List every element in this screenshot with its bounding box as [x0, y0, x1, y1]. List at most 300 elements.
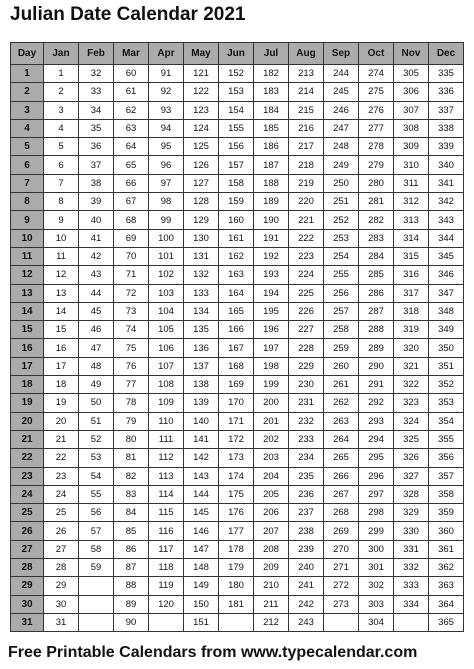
julian-date-cell: 309	[394, 138, 429, 156]
julian-date-cell: 54	[79, 467, 114, 485]
julian-date-cell: 348	[429, 302, 464, 320]
table-row	[11, 577, 464, 595]
julian-date-cell: 24	[44, 485, 79, 503]
julian-date-cell: 52	[79, 430, 114, 448]
julian-date-cell: 361	[429, 540, 464, 558]
julian-date-cell: 330	[394, 522, 429, 540]
julian-date-cell: 358	[429, 485, 464, 503]
julian-date-cell: 288	[359, 321, 394, 339]
julian-date-cell: 318	[394, 302, 429, 320]
column-header-oct: Oct	[359, 43, 394, 65]
julian-date-cell: 345	[429, 247, 464, 265]
julian-date-cell: 30	[44, 595, 79, 613]
julian-date-cell: 20	[44, 412, 79, 430]
julian-date-cell: 156	[219, 138, 254, 156]
julian-date-cell: 226	[289, 302, 324, 320]
julian-date-cell: 363	[429, 577, 464, 595]
julian-date-cell: 1	[44, 65, 79, 83]
table-body	[11, 65, 464, 632]
julian-date-cell: 311	[394, 174, 429, 192]
julian-date-cell: 36	[79, 138, 114, 156]
table-row	[11, 504, 464, 522]
julian-date-cell: 188	[254, 174, 289, 192]
julian-date-cell: 172	[219, 430, 254, 448]
julian-date-cell: 85	[114, 522, 149, 540]
julian-date-cell: 43	[79, 266, 114, 284]
julian-date-cell: 133	[184, 284, 219, 302]
table-row	[11, 412, 464, 430]
julian-date-cell: 162	[219, 247, 254, 265]
julian-date-table	[10, 42, 464, 632]
julian-date-cell: 114	[149, 485, 184, 503]
julian-date-cell: 61	[114, 83, 149, 101]
day-number-cell: 12	[11, 266, 44, 284]
julian-date-cell: 192	[254, 247, 289, 265]
julian-date-cell: 349	[429, 321, 464, 339]
julian-date-cell: 281	[359, 193, 394, 211]
julian-date-cell: 280	[359, 174, 394, 192]
julian-date-cell: 334	[394, 595, 429, 613]
julian-date-cell: 94	[149, 119, 184, 137]
julian-date-cell: 19	[44, 394, 79, 412]
julian-date-cell: 180	[219, 577, 254, 595]
julian-date-cell: 256	[324, 284, 359, 302]
julian-date-cell: 138	[184, 376, 219, 394]
julian-date-cell	[394, 613, 429, 631]
julian-date-cell: 142	[184, 449, 219, 467]
julian-date-cell: 275	[359, 83, 394, 101]
column-header-aug: Aug	[289, 43, 324, 65]
julian-date-cell: 299	[359, 522, 394, 540]
julian-date-cell: 259	[324, 339, 359, 357]
julian-date-cell: 33	[79, 83, 114, 101]
table-row	[11, 174, 464, 192]
julian-date-cell: 236	[289, 485, 324, 503]
julian-date-cell: 178	[219, 540, 254, 558]
julian-date-cell: 198	[254, 357, 289, 375]
julian-date-cell: 234	[289, 449, 324, 467]
julian-date-cell: 341	[429, 174, 464, 192]
table-row	[11, 266, 464, 284]
julian-date-cell: 289	[359, 339, 394, 357]
julian-date-cell: 235	[289, 467, 324, 485]
julian-date-cell: 126	[184, 156, 219, 174]
julian-date-cell: 7	[44, 174, 79, 192]
day-number-cell: 1	[11, 65, 44, 83]
julian-date-cell: 118	[149, 559, 184, 577]
julian-date-cell: 359	[429, 504, 464, 522]
julian-date-cell: 232	[289, 412, 324, 430]
julian-date-cell: 130	[184, 229, 219, 247]
julian-date-cell: 227	[289, 321, 324, 339]
julian-date-cell: 137	[184, 357, 219, 375]
julian-date-cell: 314	[394, 229, 429, 247]
table-row	[11, 522, 464, 540]
footer-credit: Free Printable Calendars from www.typecalendar.com	[8, 644, 418, 661]
julian-date-cell: 166	[219, 321, 254, 339]
julian-date-cell: 82	[114, 467, 149, 485]
julian-date-cell: 38	[79, 174, 114, 192]
julian-date-cell: 214	[289, 83, 324, 101]
julian-date-cell: 337	[429, 101, 464, 119]
julian-date-cell: 70	[114, 247, 149, 265]
julian-date-cell: 127	[184, 174, 219, 192]
julian-date-cell: 347	[429, 284, 464, 302]
julian-date-cell: 99	[149, 211, 184, 229]
julian-date-cell: 65	[114, 156, 149, 174]
julian-date-cell: 212	[254, 613, 289, 631]
julian-date-cell: 255	[324, 266, 359, 284]
julian-date-cell: 88	[114, 577, 149, 595]
day-number-cell: 30	[11, 595, 44, 613]
table-row	[11, 83, 464, 101]
julian-date-cell: 139	[184, 394, 219, 412]
julian-date-cell: 279	[359, 156, 394, 174]
julian-date-cell: 90	[114, 613, 149, 631]
julian-date-cell: 23	[44, 467, 79, 485]
table-row	[11, 394, 464, 412]
julian-date-cell: 141	[184, 430, 219, 448]
julian-date-cell: 167	[219, 339, 254, 357]
julian-date-cell: 336	[429, 83, 464, 101]
julian-date-cell: 276	[359, 101, 394, 119]
table-row	[11, 247, 464, 265]
julian-date-cell: 27	[44, 540, 79, 558]
julian-date-cell	[219, 613, 254, 631]
julian-date-cell: 120	[149, 595, 184, 613]
julian-date-cell: 291	[359, 376, 394, 394]
julian-date-cell: 89	[114, 595, 149, 613]
julian-date-cell: 249	[324, 156, 359, 174]
day-number-cell: 26	[11, 522, 44, 540]
julian-date-cell: 248	[324, 138, 359, 156]
julian-date-cell: 57	[79, 522, 114, 540]
julian-date-cell: 74	[114, 321, 149, 339]
julian-date-cell: 153	[219, 83, 254, 101]
julian-date-cell: 211	[254, 595, 289, 613]
julian-date-cell: 128	[184, 193, 219, 211]
julian-date-cell: 207	[254, 522, 289, 540]
julian-date-cell: 323	[394, 394, 429, 412]
julian-date-cell: 303	[359, 595, 394, 613]
julian-date-cell: 354	[429, 412, 464, 430]
julian-date-cell: 278	[359, 138, 394, 156]
julian-date-cell: 12	[44, 266, 79, 284]
julian-date-cell: 60	[114, 65, 149, 83]
julian-date-cell: 305	[394, 65, 429, 83]
julian-date-cell: 210	[254, 577, 289, 595]
day-number-cell: 3	[11, 101, 44, 119]
julian-date-cell: 277	[359, 119, 394, 137]
day-number-cell: 7	[11, 174, 44, 192]
julian-date-cell: 75	[114, 339, 149, 357]
header-row	[11, 43, 464, 65]
julian-date-cell: 225	[289, 284, 324, 302]
julian-date-cell: 49	[79, 376, 114, 394]
julian-date-cell: 327	[394, 467, 429, 485]
julian-date-cell: 59	[79, 559, 114, 577]
julian-date-cell: 104	[149, 302, 184, 320]
table-row	[11, 138, 464, 156]
julian-date-cell: 51	[79, 412, 114, 430]
julian-date-cell: 338	[429, 119, 464, 137]
julian-date-cell: 329	[394, 504, 429, 522]
julian-date-cell	[149, 613, 184, 631]
julian-date-cell: 197	[254, 339, 289, 357]
julian-date-cell: 193	[254, 266, 289, 284]
julian-date-cell: 13	[44, 284, 79, 302]
julian-date-cell: 224	[289, 266, 324, 284]
julian-date-cell: 119	[149, 577, 184, 595]
julian-date-cell: 169	[219, 376, 254, 394]
julian-date-cell: 189	[254, 193, 289, 211]
julian-date-cell: 292	[359, 394, 394, 412]
table-row	[11, 339, 464, 357]
julian-date-cell: 187	[254, 156, 289, 174]
julian-date-cell: 165	[219, 302, 254, 320]
julian-date-cell: 112	[149, 449, 184, 467]
julian-date-cell: 95	[149, 138, 184, 156]
julian-date-cell: 195	[254, 302, 289, 320]
julian-date-cell: 355	[429, 430, 464, 448]
julian-date-cell: 28	[44, 559, 79, 577]
julian-date-cell: 284	[359, 247, 394, 265]
table-row	[11, 357, 464, 375]
julian-date-cell: 253	[324, 229, 359, 247]
julian-date-cell: 9	[44, 211, 79, 229]
table-row	[11, 193, 464, 211]
julian-date-cell: 353	[429, 394, 464, 412]
julian-date-cell: 290	[359, 357, 394, 375]
julian-date-cell: 15	[44, 321, 79, 339]
julian-date-cell: 229	[289, 357, 324, 375]
julian-date-cell: 244	[324, 65, 359, 83]
julian-date-cell: 8	[44, 193, 79, 211]
julian-date-cell: 285	[359, 266, 394, 284]
table-row	[11, 449, 464, 467]
julian-date-cell: 37	[79, 156, 114, 174]
julian-date-cell: 145	[184, 504, 219, 522]
julian-date-cell: 182	[254, 65, 289, 83]
julian-date-cell: 155	[219, 119, 254, 137]
julian-date-cell: 320	[394, 339, 429, 357]
julian-date-cell: 332	[394, 559, 429, 577]
julian-date-cell: 228	[289, 339, 324, 357]
julian-date-cell: 208	[254, 540, 289, 558]
table-row	[11, 65, 464, 83]
day-number-cell: 10	[11, 229, 44, 247]
julian-date-cell: 144	[184, 485, 219, 503]
julian-date-cell: 339	[429, 138, 464, 156]
julian-date-cell: 143	[184, 467, 219, 485]
day-number-cell: 8	[11, 193, 44, 211]
julian-date-cell: 163	[219, 266, 254, 284]
julian-date-cell: 230	[289, 376, 324, 394]
julian-date-cell: 176	[219, 504, 254, 522]
julian-date-cell: 257	[324, 302, 359, 320]
table-row	[11, 101, 464, 119]
julian-date-cell: 282	[359, 211, 394, 229]
julian-date-cell: 264	[324, 430, 359, 448]
day-number-cell: 21	[11, 430, 44, 448]
julian-date-cell: 316	[394, 266, 429, 284]
julian-date-cell: 252	[324, 211, 359, 229]
day-number-cell: 14	[11, 302, 44, 320]
julian-date-cell: 105	[149, 321, 184, 339]
julian-date-cell: 183	[254, 83, 289, 101]
table-row	[11, 376, 464, 394]
julian-date-cell: 223	[289, 247, 324, 265]
julian-date-cell: 313	[394, 211, 429, 229]
julian-date-cell: 5	[44, 138, 79, 156]
julian-date-cell: 14	[44, 302, 79, 320]
julian-date-cell: 266	[324, 467, 359, 485]
page-title: Julian Date Calendar 2021	[10, 4, 246, 25]
julian-date-cell: 357	[429, 467, 464, 485]
julian-date-cell: 68	[114, 211, 149, 229]
julian-date-cell: 270	[324, 540, 359, 558]
julian-date-cell: 47	[79, 339, 114, 357]
column-header-jul: Jul	[254, 43, 289, 65]
julian-date-cell: 203	[254, 449, 289, 467]
table-row	[11, 485, 464, 503]
column-header-sep: Sep	[324, 43, 359, 65]
julian-date-cell: 63	[114, 119, 149, 137]
julian-date-cell: 102	[149, 266, 184, 284]
julian-date-cell: 222	[289, 229, 324, 247]
julian-date-cell: 140	[184, 412, 219, 430]
julian-date-cell: 261	[324, 376, 359, 394]
julian-date-cell: 343	[429, 211, 464, 229]
day-number-cell: 5	[11, 138, 44, 156]
julian-date-cell: 103	[149, 284, 184, 302]
julian-date-cell: 324	[394, 412, 429, 430]
julian-date-cell: 81	[114, 449, 149, 467]
column-header-feb: Feb	[79, 43, 114, 65]
julian-date-cell: 168	[219, 357, 254, 375]
julian-date-cell: 40	[79, 211, 114, 229]
julian-date-cell: 304	[359, 613, 394, 631]
table-row	[11, 430, 464, 448]
julian-date-cell: 298	[359, 504, 394, 522]
julian-date-cell: 201	[254, 412, 289, 430]
julian-date-cell: 326	[394, 449, 429, 467]
column-header-day: Day	[11, 43, 44, 65]
julian-date-cell: 83	[114, 485, 149, 503]
day-number-cell: 25	[11, 504, 44, 522]
julian-date-cell: 175	[219, 485, 254, 503]
julian-date-cell: 158	[219, 174, 254, 192]
julian-date-cell: 116	[149, 522, 184, 540]
julian-date-cell: 97	[149, 174, 184, 192]
julian-date-cell	[324, 613, 359, 631]
julian-date-cell: 262	[324, 394, 359, 412]
julian-date-cell: 271	[324, 559, 359, 577]
julian-date-cell: 50	[79, 394, 114, 412]
julian-date-cell: 274	[359, 65, 394, 83]
julian-date-cell: 237	[289, 504, 324, 522]
julian-date-cell: 48	[79, 357, 114, 375]
julian-date-cell: 219	[289, 174, 324, 192]
julian-date-cell: 86	[114, 540, 149, 558]
day-number-cell: 13	[11, 284, 44, 302]
julian-date-cell: 335	[429, 65, 464, 83]
julian-date-cell: 122	[184, 83, 219, 101]
julian-date-cell: 6	[44, 156, 79, 174]
julian-date-cell: 21	[44, 430, 79, 448]
day-number-cell: 9	[11, 211, 44, 229]
julian-date-cell: 319	[394, 321, 429, 339]
julian-date-cell: 216	[289, 119, 324, 137]
julian-date-cell: 287	[359, 302, 394, 320]
julian-date-cell: 295	[359, 449, 394, 467]
column-header-nov: Nov	[394, 43, 429, 65]
julian-date-cell: 184	[254, 101, 289, 119]
julian-date-cell: 106	[149, 339, 184, 357]
julian-date-cell: 243	[289, 613, 324, 631]
julian-date-cell: 109	[149, 394, 184, 412]
julian-date-cell: 364	[429, 595, 464, 613]
julian-date-cell: 351	[429, 357, 464, 375]
julian-date-cell: 307	[394, 101, 429, 119]
julian-date-cell: 233	[289, 430, 324, 448]
julian-date-cell: 17	[44, 357, 79, 375]
julian-date-cell: 360	[429, 522, 464, 540]
julian-date-cell: 297	[359, 485, 394, 503]
julian-date-cell: 312	[394, 193, 429, 211]
julian-date-cell: 134	[184, 302, 219, 320]
julian-date-cell: 62	[114, 101, 149, 119]
day-number-cell: 11	[11, 247, 44, 265]
julian-date-cell: 100	[149, 229, 184, 247]
julian-date-cell: 185	[254, 119, 289, 137]
julian-date-cell: 78	[114, 394, 149, 412]
julian-date-cell: 204	[254, 467, 289, 485]
day-number-cell: 4	[11, 119, 44, 137]
julian-date-cell: 190	[254, 211, 289, 229]
table-header	[11, 43, 464, 65]
julian-date-cell: 300	[359, 540, 394, 558]
day-number-cell: 27	[11, 540, 44, 558]
julian-date-cell: 3	[44, 101, 79, 119]
julian-date-cell: 221	[289, 211, 324, 229]
julian-date-cell: 45	[79, 302, 114, 320]
julian-date-cell: 29	[44, 577, 79, 595]
julian-date-cell: 301	[359, 559, 394, 577]
julian-date-cell: 254	[324, 247, 359, 265]
julian-date-cell: 34	[79, 101, 114, 119]
julian-date-cell: 64	[114, 138, 149, 156]
julian-date-cell: 333	[394, 577, 429, 595]
julian-date-cell: 135	[184, 321, 219, 339]
julian-date-cell: 79	[114, 412, 149, 430]
julian-date-cell: 174	[219, 467, 254, 485]
julian-date-cell: 101	[149, 247, 184, 265]
julian-date-cell: 215	[289, 101, 324, 119]
julian-date-cell: 294	[359, 430, 394, 448]
julian-date-cell: 346	[429, 266, 464, 284]
julian-date-cell: 273	[324, 595, 359, 613]
julian-date-cell: 191	[254, 229, 289, 247]
julian-date-cell: 286	[359, 284, 394, 302]
julian-date-cell: 200	[254, 394, 289, 412]
day-number-cell: 31	[11, 613, 44, 631]
julian-date-cell: 87	[114, 559, 149, 577]
julian-date-cell: 308	[394, 119, 429, 137]
julian-date-cell: 161	[219, 229, 254, 247]
julian-date-cell: 199	[254, 376, 289, 394]
julian-date-cell: 35	[79, 119, 114, 137]
